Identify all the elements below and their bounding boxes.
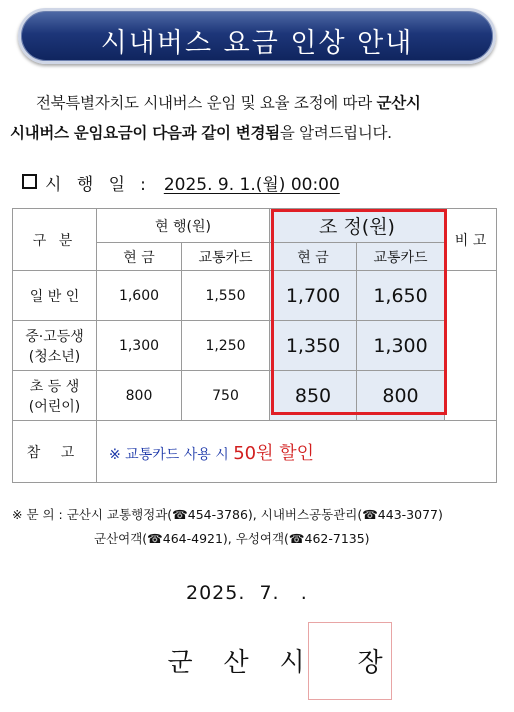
- intro-line-2-text: 을 알려드립니다.: [279, 124, 392, 142]
- header-remarks: 비 고: [445, 209, 497, 271]
- intro-line-2-bold: 시내버스 운임요금이 다음과 같이 변경됨: [10, 124, 280, 142]
- header-adjusted: 조 정(원): [270, 209, 445, 243]
- row-label: [13, 371, 97, 421]
- row-label-line1: 중·고등생: [25, 328, 84, 345]
- header-current: 현 행(원): [97, 209, 270, 243]
- current-cash-cell: 1,600: [97, 271, 182, 321]
- effective-date-row: [22, 170, 340, 195]
- table-row: [13, 321, 497, 371]
- current-card-cell: 1,550: [182, 271, 270, 321]
- row-label-line1: 일 반 인: [29, 288, 80, 305]
- adjusted-card-cell: 1,300: [357, 321, 445, 371]
- intro-paragraph: [10, 88, 510, 148]
- current-card-cell: 750: [182, 371, 270, 421]
- row-label-line1: 초 등 생: [29, 378, 80, 395]
- intro-line-2: [10, 118, 510, 148]
- contact-line-1: ※ 문 의 : 군산시 교통행정과(☎454-3786), 시내버스공동관리(☎443-3077): [12, 507, 443, 522]
- effective-date-separator: :: [140, 175, 146, 195]
- signer-char: 시: [279, 648, 305, 678]
- note-row: [13, 421, 497, 483]
- effective-date-label: 시 행 일: [45, 175, 131, 195]
- contact-line-2: 군산여객(☎464-4921), 우성여객(☎462-7135): [94, 531, 370, 546]
- current-card-cell: 1,250: [182, 321, 270, 371]
- header-category: 구 분: [13, 209, 97, 271]
- table-row: [13, 371, 497, 421]
- row-label-line2: (청소년): [28, 348, 81, 365]
- title-banner: [18, 8, 496, 64]
- discount-highlight: 50원 할인: [233, 442, 314, 464]
- row-label: [13, 271, 97, 321]
- header-current-cash: 현 금: [97, 243, 182, 271]
- signer-char: 장: [357, 648, 383, 678]
- page-title: 시내버스 요금 인상 안내: [100, 28, 414, 59]
- adjusted-cash-cell: 1,700: [270, 271, 357, 321]
- row-label-line2: (어린이): [28, 398, 81, 415]
- square-bullet-icon: [22, 174, 37, 189]
- signer-char: 산: [223, 648, 249, 678]
- effective-date-value: 2025. 9. 1.(월) 00:00: [163, 175, 340, 195]
- adjusted-card-cell: 800: [357, 371, 445, 421]
- official-seal-box: [308, 622, 392, 700]
- header-adjusted-card: 교통카드: [357, 243, 445, 271]
- current-cash-cell: 1,300: [97, 321, 182, 371]
- current-cash-cell: 800: [97, 371, 182, 421]
- remarks-cell: [445, 271, 497, 421]
- intro-line-1-bold: 군산시: [376, 94, 421, 112]
- row-label: [13, 321, 97, 371]
- adjusted-cash-cell: 850: [270, 371, 357, 421]
- note-text: [97, 421, 497, 483]
- announcement-date: 2025. 7. .: [186, 582, 308, 604]
- contact-info: [12, 503, 443, 551]
- note-prefix: ※ 교통카드 사용 시: [109, 446, 234, 463]
- header-current-card: 교통카드: [182, 243, 270, 271]
- table-header-row: [13, 209, 497, 243]
- note-label: 참 고: [13, 421, 97, 483]
- header-adjusted-cash: 현 금: [270, 243, 357, 271]
- table-row: [13, 271, 497, 321]
- fare-table: [12, 208, 497, 483]
- signer-char: 군: [167, 648, 193, 678]
- intro-line-1-text: 전북특별자치도 시내버스 운임 및 요율 조정에 따라: [36, 94, 377, 112]
- intro-line-1: [10, 88, 510, 118]
- adjusted-cash-cell: 1,350: [270, 321, 357, 371]
- adjusted-card-cell: 1,650: [357, 271, 445, 321]
